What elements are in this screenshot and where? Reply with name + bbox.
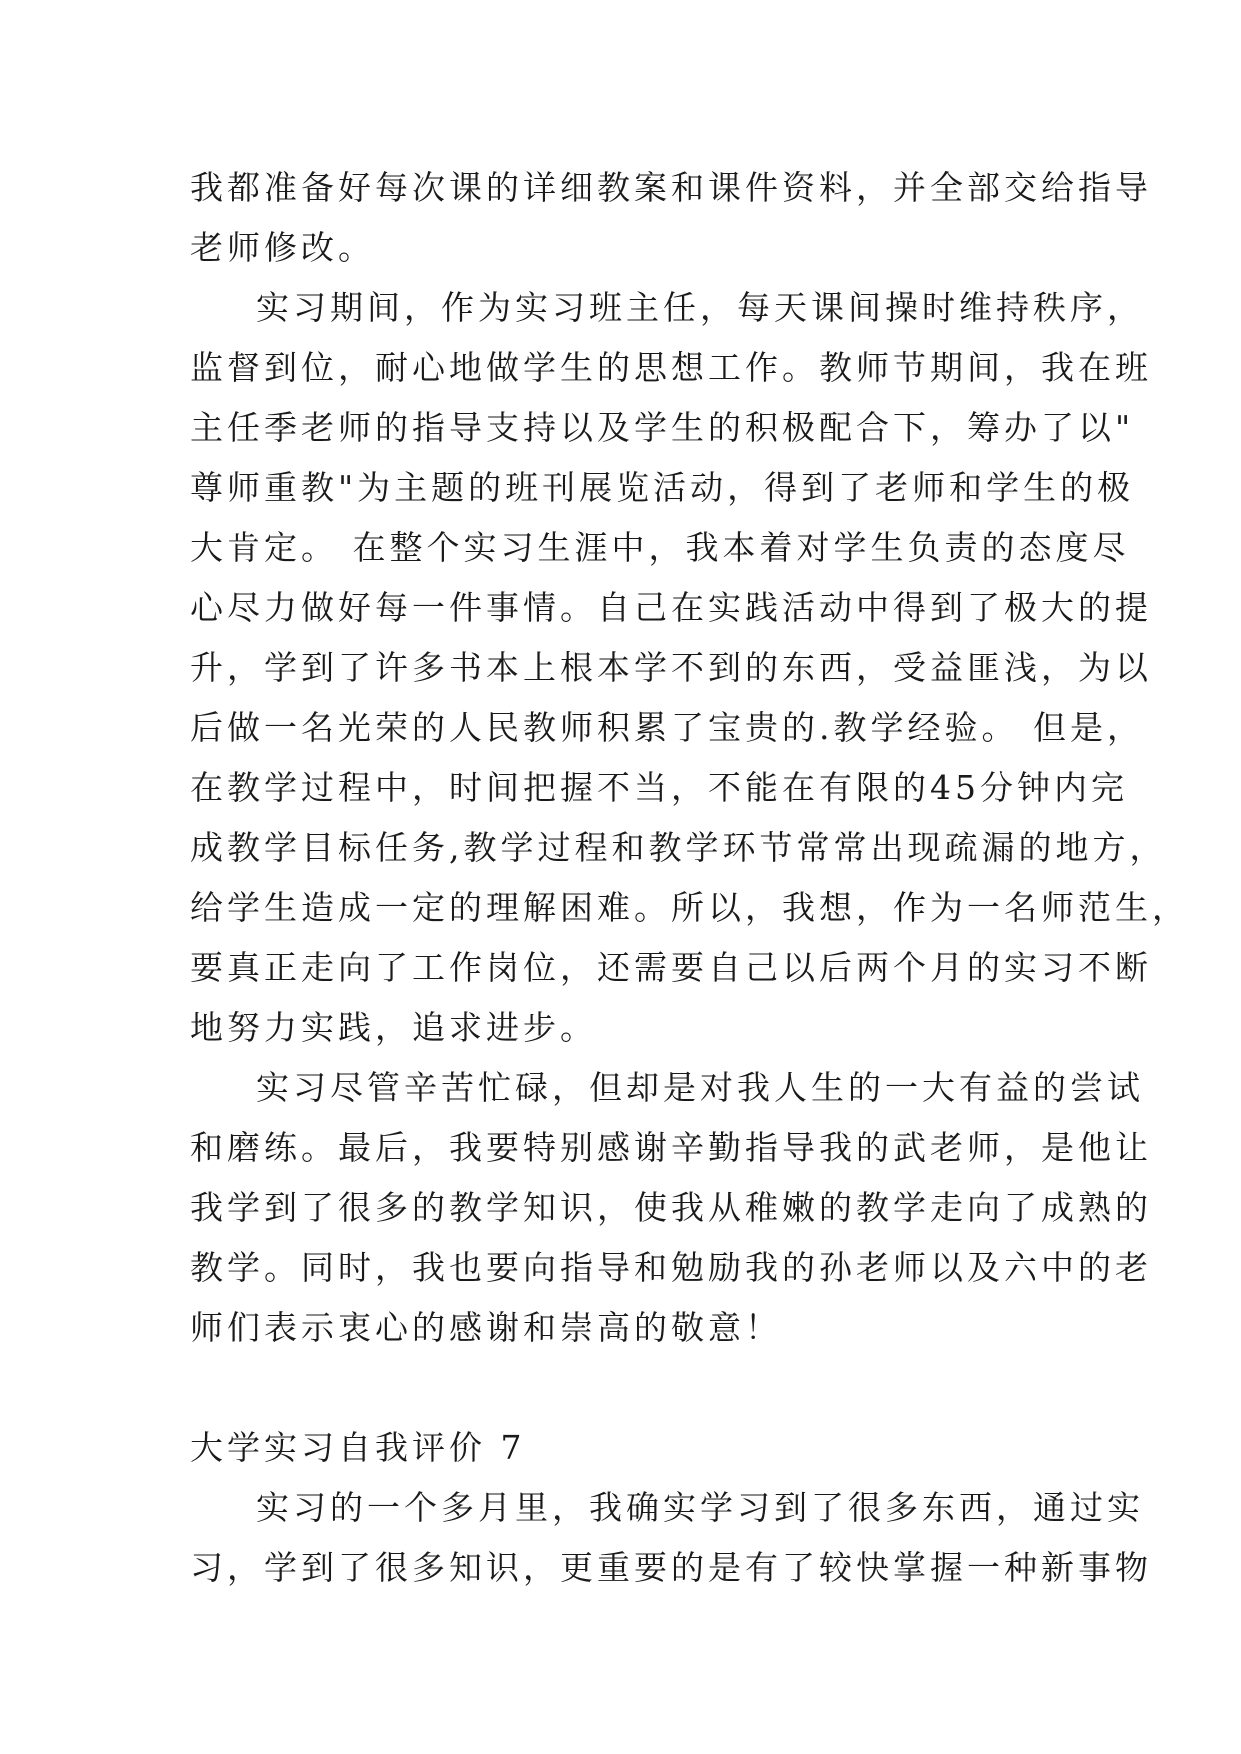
paragraph-1 bbox=[190, 158, 1152, 278]
paragraph-2 bbox=[190, 278, 1189, 1058]
text-line: 大肯定。 在整个实习生涯中，我本着对学生负责的态度尽 bbox=[190, 528, 1130, 567]
blank-line bbox=[190, 1358, 1090, 1418]
section-heading bbox=[190, 1418, 1090, 1478]
text-line: 实习的一个多月里，我确实学习到了很多东西，通过实 bbox=[256, 1488, 1144, 1527]
text-line: 主任季老师的指导支持以及学生的积极配合下，筹办了以" bbox=[190, 408, 1135, 447]
text-line: 要真正走向了工作岗位，还需要自己以后两个月的实习不断 bbox=[190, 948, 1152, 987]
text-line: 我学到了很多的教学知识，使我从稚嫩的教学走向了成熟的 bbox=[190, 1188, 1152, 1227]
text-line: 老师修改。 bbox=[190, 228, 375, 267]
paragraph-4 bbox=[190, 1478, 1152, 1598]
heading-text: 大学实习自我评价 7 bbox=[190, 1428, 526, 1467]
text-line: 地努力实践，追求进步。 bbox=[190, 1008, 597, 1047]
text-line: 监督到位，耐心地做学生的思想工作。教师节期间，我在班 bbox=[190, 348, 1152, 387]
text-line: 师们表示衷心的感谢和崇高的敬意！ bbox=[190, 1308, 782, 1347]
text-line: 习，学到了很多知识，更重要的是有了较快掌握一种新事物 bbox=[190, 1548, 1152, 1587]
text-line: 在教学过程中，时间把握不当，不能在有限的45分钟内完 bbox=[190, 768, 1128, 807]
text-line: 后做一名光荣的人民教师积累了宝贵的.教学经验。 但是， bbox=[190, 708, 1144, 747]
text-line: 尊师重教"为主题的班刊展览活动，得到了老师和学生的极 bbox=[190, 468, 1135, 507]
text-line: 升，学到了许多书本上根本学不到的东西，受益匪浅，为以 bbox=[190, 648, 1152, 687]
text-line: 心尽力做好每一件事情。自己在实践活动中得到了极大的提 bbox=[190, 588, 1152, 627]
text-line: 实习尽管辛苦忙碌，但却是对我人生的一大有益的尝试 bbox=[256, 1068, 1144, 1107]
paragraph-3 bbox=[190, 1058, 1152, 1358]
text-line: 教学。同时，我也要向指导和勉励我的孙老师以及六中的老 bbox=[190, 1248, 1152, 1287]
text-line: 实习期间，作为实习班主任，每天课间操时维持秩序， bbox=[256, 288, 1144, 327]
text-line: 给学生造成一定的理解困难。所以，我想，作为一名师范生， bbox=[190, 888, 1189, 927]
text-line: 我都准备好每次课的详细教案和课件资料，并全部交给指导 bbox=[190, 168, 1152, 207]
text-line: 成教学目标任务,教学过程和教学环节常常出现疏漏的地方， bbox=[190, 828, 1167, 867]
text-line: 和磨练。最后，我要特别感谢辛勤指导我的武老师，是他让 bbox=[190, 1128, 1152, 1167]
document-body bbox=[190, 158, 1189, 1598]
